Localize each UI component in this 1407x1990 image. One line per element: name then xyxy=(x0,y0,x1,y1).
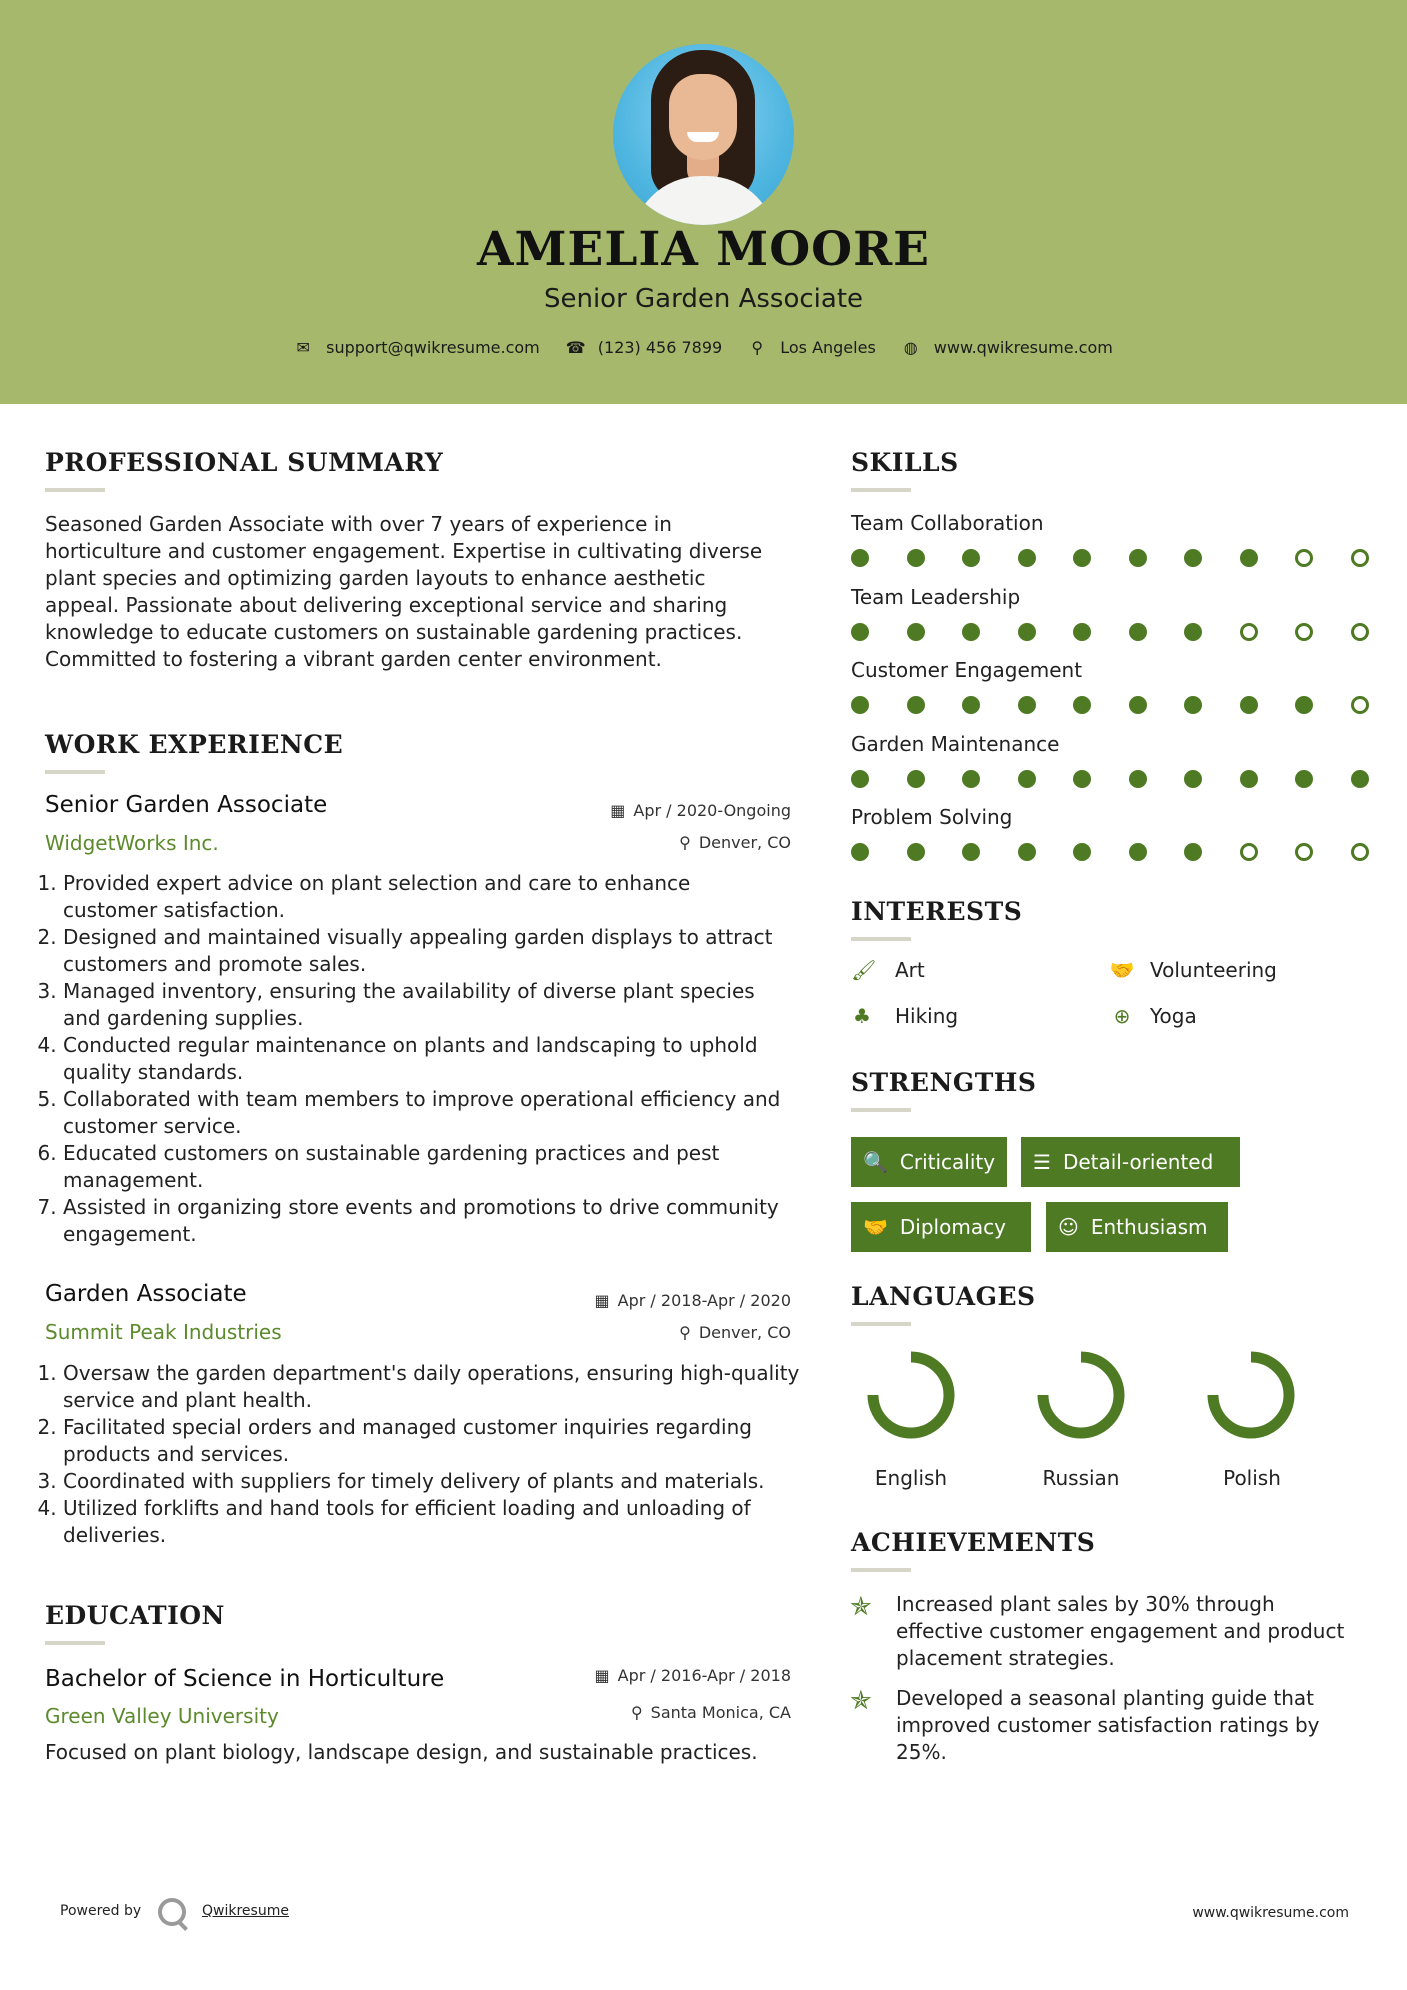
rating-dot-filled xyxy=(1018,843,1036,861)
rating-dot-filled xyxy=(851,843,869,861)
job-dates xyxy=(595,1291,791,1310)
handshake-icon: 🤝 xyxy=(1109,958,1135,982)
rating-dot-filled xyxy=(1129,843,1147,861)
rating-dot-filled xyxy=(1129,770,1147,788)
section-divider xyxy=(45,1641,105,1645)
language-name: Polish xyxy=(1223,1466,1281,1490)
calendar-icon: ▦ xyxy=(594,1666,610,1685)
contact-email-text: support@qwikresume.com xyxy=(326,338,540,357)
section-divider xyxy=(851,1568,911,1572)
rating-dot-empty xyxy=(1351,549,1369,567)
rating-dot-filled xyxy=(1129,696,1147,714)
rating-dot-filled xyxy=(1073,696,1091,714)
candidate-name: AMELIA MOORE xyxy=(477,222,930,277)
list-item: 2. Facilitated special orders and managed customer inquiries regarding products and services. xyxy=(63,1414,800,1468)
rating-dot-filled xyxy=(1184,843,1202,861)
rating-dot-filled xyxy=(907,549,925,567)
contact-phone-text: (123) 456 7899 xyxy=(597,338,723,357)
interest-label: Hiking xyxy=(895,1004,959,1028)
job-location-text: Denver, CO xyxy=(698,1323,791,1342)
language-rings xyxy=(851,1345,1321,1455)
profile-photo xyxy=(613,44,794,225)
rating-dot-filled xyxy=(1295,696,1313,714)
list-item: 3. Managed inventory, ensuring the availability of diverse plant species and gardening supplies. xyxy=(63,978,790,1032)
handshake-icon: 🤝 xyxy=(863,1215,888,1239)
rating-dot-empty xyxy=(1240,623,1258,641)
envelope-icon: ✉ xyxy=(296,338,310,357)
rating-dot-filled xyxy=(1351,770,1369,788)
calendar-icon: ▦ xyxy=(610,801,626,820)
rating-dot-filled xyxy=(1240,696,1258,714)
contact-location xyxy=(748,338,876,357)
rating-dot-filled xyxy=(1240,549,1258,567)
calendar-icon: ▦ xyxy=(594,1291,610,1310)
strength-badge xyxy=(1046,1202,1228,1252)
education-school: Green Valley University xyxy=(45,1704,279,1728)
interest-label: Art xyxy=(895,958,925,982)
contact-website-text: www.qwikresume.com xyxy=(933,338,1113,357)
rating-dot-empty xyxy=(1351,843,1369,861)
section-divider xyxy=(851,937,911,941)
contact-bar xyxy=(0,338,1407,357)
summary-heading: PROFESSIONAL SUMMARY xyxy=(45,448,444,477)
rating-dot-filled xyxy=(1018,549,1036,567)
map-marker-icon: ⚲ xyxy=(751,338,764,357)
skill-name: Problem Solving xyxy=(851,805,1013,829)
qwikresume-logo-icon xyxy=(158,1898,186,1926)
rating-dot-filled xyxy=(1184,696,1202,714)
interests-heading: INTERESTS xyxy=(851,897,1023,926)
footer-brand-link[interactable]: Qwikresume xyxy=(202,1903,289,1919)
rating-dot-filled xyxy=(962,549,980,567)
smile-icon: ☺ xyxy=(1058,1215,1079,1239)
list-item: 4. Utilized forklifts and hand tools for efficient loading and unloading of deliveries. xyxy=(63,1495,800,1549)
rating-dot-filled xyxy=(1129,549,1147,567)
globe-icon: ◍ xyxy=(903,338,918,357)
phone-icon: ☎ xyxy=(565,338,586,357)
list-item: 7. Assisted in organizing store events and promotions to drive community engagement. xyxy=(63,1194,790,1248)
rating-dot-empty xyxy=(1295,843,1313,861)
language-ring-polish xyxy=(1213,1357,1289,1433)
rating-dot-filled xyxy=(907,696,925,714)
language-name: Russian xyxy=(1042,1466,1120,1490)
section-divider xyxy=(851,488,911,492)
rating-dot-filled xyxy=(1184,549,1202,567)
skill-rating xyxy=(851,549,1406,567)
rating-dot-filled xyxy=(1129,623,1147,641)
rating-dot-filled xyxy=(1240,770,1258,788)
rating-dot-filled xyxy=(1073,549,1091,567)
rating-dot-filled xyxy=(907,623,925,641)
achievement-item: Developed a seasonal planting guide that improved customer satisfaction ratings by 25%. xyxy=(896,1686,1320,1764)
rating-dot-filled xyxy=(851,549,869,567)
job-duties-list xyxy=(45,870,790,1248)
strength-badge xyxy=(851,1137,1007,1187)
education-location xyxy=(631,1703,791,1722)
rating-dot-filled xyxy=(1184,623,1202,641)
skill-rating xyxy=(851,843,1406,861)
summary-text: Seasoned Garden Associate with over 7 years of experience in horticulture and customer engagement. Expertise in cultivating diverse plant species and optimizing garden layouts to enhance aesthetic appeal. Passionate about delivering exceptional service and sharing knowledge to educate customers on sustainable gardening practices. Committed to fostering a vibrant garden center environment. xyxy=(45,512,763,671)
interest-art xyxy=(851,958,925,982)
contact-phone[interactable] xyxy=(566,338,722,357)
education-dates xyxy=(595,1666,791,1685)
achievement-item: Increased plant sales by 30% through effective customer engagement and product placement strategies. xyxy=(896,1592,1345,1670)
list-icon: ☰ xyxy=(1033,1150,1051,1174)
list-item: 1. Oversaw the garden department's daily operations, ensuring high-quality service and plant health. xyxy=(63,1360,800,1414)
lifebuoy-icon: ⊕ xyxy=(1113,1004,1131,1028)
job-duties-list xyxy=(45,1360,800,1549)
candidate-title: Senior Garden Associate xyxy=(543,284,864,314)
pin-icon: ⚲ xyxy=(630,1703,643,1722)
languages-heading: LANGUAGES xyxy=(851,1282,1036,1311)
education-heading: EDUCATION xyxy=(45,1601,225,1630)
job-location xyxy=(679,1323,791,1342)
job-dates-text: Apr / 2018-Apr / 2020 xyxy=(617,1291,791,1310)
rating-dot-filled xyxy=(907,843,925,861)
rating-dot-filled xyxy=(962,770,980,788)
rating-dot-filled xyxy=(851,770,869,788)
star-icon: ✯ xyxy=(850,1686,872,1716)
list-item: 4. Conducted regular maintenance on plants and landscaping to uphold quality standards. xyxy=(63,1032,790,1086)
list-item: 3. Coordinated with suppliers for timely delivery of plants and materials. xyxy=(63,1468,800,1495)
education-description: Focused on plant biology, landscape design, and sustainable practices. xyxy=(45,1740,758,1764)
rating-dot-empty xyxy=(1295,549,1313,567)
achievements-heading: ACHIEVEMENTS xyxy=(851,1528,1096,1557)
interest-volunteering xyxy=(1106,958,1277,982)
rating-dot-filled xyxy=(1184,770,1202,788)
footer-url[interactable]: www.qwikresume.com xyxy=(1192,1905,1349,1921)
job-dates-text: Apr / 2020-Ongoing xyxy=(633,801,791,820)
interest-hiking xyxy=(851,1004,958,1028)
job-company: WidgetWorks Inc. xyxy=(45,831,219,855)
job-role: Garden Associate xyxy=(45,1281,247,1307)
contact-website[interactable] xyxy=(902,338,1113,357)
skill-rating xyxy=(851,696,1406,714)
skill-name: Garden Maintenance xyxy=(851,731,1060,756)
strength-badge xyxy=(1021,1137,1240,1187)
rating-dot-filled xyxy=(1073,843,1091,861)
rating-dot-filled xyxy=(1018,623,1036,641)
skill-name: Team Collaboration xyxy=(851,511,1044,535)
strengths-heading: STRENGTHS xyxy=(851,1068,1037,1097)
section-divider xyxy=(851,1108,911,1112)
rating-dot-filled xyxy=(1295,770,1313,788)
pin-icon: ⚲ xyxy=(679,1323,691,1342)
rating-dot-filled xyxy=(962,623,980,641)
footer-powered-by: Powered by xyxy=(60,1903,142,1919)
rating-dot-filled xyxy=(1018,696,1036,714)
rating-dot-filled xyxy=(962,696,980,714)
section-divider xyxy=(45,770,105,774)
list-item: 2. Designed and maintained visually appealing garden displays to attract customers and promote sales. xyxy=(63,924,790,978)
resume-header xyxy=(0,0,1407,404)
rating-dot-filled xyxy=(1073,623,1091,641)
education-dates-text: Apr / 2016-Apr / 2018 xyxy=(617,1666,791,1685)
education-location-text: Santa Monica, CA xyxy=(650,1703,791,1722)
strength-badge xyxy=(851,1202,1031,1252)
list-item: 1. Provided expert advice on plant selection and care to enhance customer satisfaction. xyxy=(63,870,790,924)
list-item: 5. Collaborated with team members to improve operational efficiency and customer service. xyxy=(63,1086,790,1140)
language-ring-russian xyxy=(1043,1357,1119,1433)
tree-icon: ♣ xyxy=(853,1004,871,1028)
job-location xyxy=(679,833,791,852)
rating-dot-empty xyxy=(1240,843,1258,861)
job-company: Summit Peak Industries xyxy=(45,1320,282,1344)
interest-label: Yoga xyxy=(1150,1004,1197,1028)
rating-dot-filled xyxy=(907,770,925,788)
rating-dot-empty xyxy=(1351,696,1369,714)
rating-dot-empty xyxy=(1351,623,1369,641)
pin-icon: ⚲ xyxy=(679,833,691,852)
job-dates xyxy=(610,801,791,820)
paintbrush-icon: 🖌 xyxy=(851,958,877,982)
rating-dot-filled xyxy=(851,623,869,641)
section-divider xyxy=(45,488,105,492)
skill-rating xyxy=(851,623,1406,641)
section-divider xyxy=(851,1322,911,1326)
language-name: English xyxy=(874,1466,948,1490)
skill-rating xyxy=(851,770,1406,788)
strength-label: Enthusiasm xyxy=(1090,1215,1208,1239)
rating-dot-filled xyxy=(1018,770,1036,788)
skill-name: Team Leadership xyxy=(851,584,1021,609)
skills-heading: SKILLS xyxy=(851,448,959,477)
skill-name: Customer Engagement xyxy=(851,658,1083,682)
rating-dot-filled xyxy=(962,843,980,861)
strength-label: Criticality xyxy=(899,1150,996,1174)
job-location-text: Denver, CO xyxy=(698,833,791,852)
interest-yoga xyxy=(1106,1004,1197,1028)
language-ring-english xyxy=(873,1357,949,1433)
interest-label: Volunteering xyxy=(1150,958,1277,982)
rating-dot-empty xyxy=(1295,623,1313,641)
job-role: Senior Garden Associate xyxy=(45,792,328,818)
list-item: 6. Educated customers on sustainable gardening practices and pest management. xyxy=(63,1140,790,1194)
search-icon: 🔍 xyxy=(863,1150,888,1174)
rating-dot-filled xyxy=(851,696,869,714)
contact-location-text: Los Angeles xyxy=(780,338,876,357)
contact-email[interactable] xyxy=(294,338,540,357)
strength-label: Detail-oriented xyxy=(1062,1150,1214,1174)
star-icon: ✯ xyxy=(850,1592,872,1622)
experience-heading: WORK EXPERIENCE xyxy=(45,730,344,759)
education-degree: Bachelor of Science in Horticulture xyxy=(45,1666,445,1692)
strength-label: Diplomacy xyxy=(899,1215,1006,1239)
rating-dot-filled xyxy=(1073,770,1091,788)
